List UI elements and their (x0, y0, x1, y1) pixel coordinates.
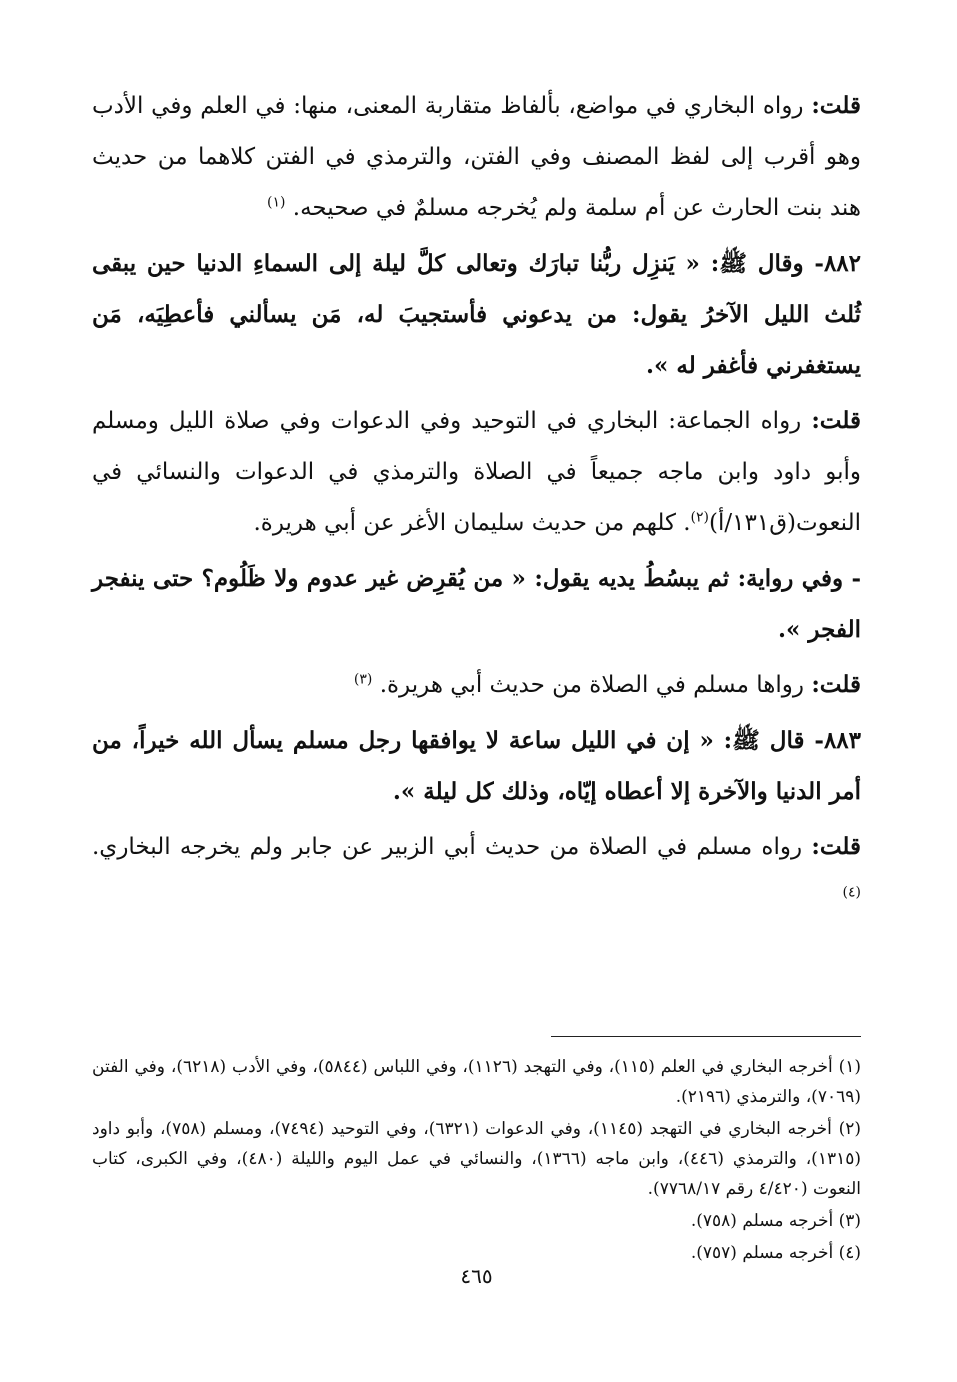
footnote-reference: (٤) (842, 884, 861, 901)
commentary-lead: قلت: (811, 671, 861, 698)
hadith-882-variant: - وفي رواية: ثم يبسُطُ يديه يقول: « من يُقرِض غير عدوم ولا ظَلُوم؟ حتى ينفجر الفجر ». (92, 565, 861, 643)
footnote-2: (٢) أخرجه البخاري في التهجد (١١٤٥)، وفي الدعوات (٦٣٢١)، وفي التوحيد (٧٤٩٤)، ومسلم (٧٥٨)، وأبو داود (١٣١٥)، والترمذي (٤٤٦)، وابن ماجه (١٣٦٦)، والنسائي في عمل اليوم والليلة (٤٨٠)، وفي الكبرى، كتاب النعوت (٤/٤٢٠ رقم ٧٧٦٨/١٧). (92, 1119, 861, 1199)
commentary-text-continued: . كلهم من حديث سليمان الأغر عن أبي هريرة. (253, 510, 691, 536)
commentary-paragraph-2 (92, 395, 861, 549)
commentary-paragraph-4 (92, 821, 861, 924)
footnote-1: (١) أخرجه البخاري في العلم (١١٥)، وفي التهجد (١١٢٦)، وفي اللباس (٥٨٤٤)، وفي الأدب (٦٢١٨)، وفي الفتن (٧٠٦٩)، والترمذي (٢١٩٦). (92, 1057, 862, 1107)
book-page (92, 80, 861, 1382)
footnotes-section (92, 1052, 861, 1270)
commentary-lead: قلت: (811, 833, 862, 860)
commentary-text: رواها مسلم في الصلاة من حديث أبي هريرة. (379, 672, 804, 698)
footnote-reference: (٢) (690, 509, 710, 526)
commentary-lead: قلت: (811, 407, 861, 434)
commentary-text: رواه الجماعة: البخاري في التوحيد وفي الدعوات وفي صلاة الليل ومسلم وأبو داود وابن ماجه جميعاً في الصلاة والترمذي في الدعوات والنسائي في النعوت(ق١٣١/أ) (92, 408, 861, 536)
commentary-paragraph-1 (92, 80, 861, 234)
commentary-lead: قلت: (811, 92, 861, 119)
footnote-3: (٣) أخرجه مسلم (٧٥٨). (690, 1211, 861, 1231)
footnote-reference: (١) (267, 194, 286, 211)
commentary-text: رواه مسلم في الصلاة من حديث أبي الزبير عن جابر ولم يخرجه البخاري. (92, 834, 803, 860)
footnote-4: (٤) أخرجه مسلم (٧٥٧). (690, 1243, 861, 1263)
hadith-882: ٨٨٢- وقال ﷺ: « يَنزِل ربُّنا تبارَك وتعالى كلَّ ليلة إلى السماءِ الدنيا حين يبقى ثُلث الليل الآخرُ يقول: من يدعوني فأستجيبَ له، مَن يسألني فأعطِيَه، مَن يستغفرني فأغفر له ». (92, 250, 861, 379)
hadith-883: ٨٨٣- قال ﷺ: « إن في الليل ساعة لا يوافقها رجل مسلم يسأل الله خيراً، من أمر الدنيا والآخرة إلا أعطاه إيّاه، وذلك كل ليلة ». (92, 727, 861, 805)
commentary-paragraph-3 (92, 659, 861, 711)
footnote-reference: (٣) (353, 671, 373, 688)
commentary-text: رواه البخاري في مواضع، بألفاظ متقاربة المعنى، منها: في العلم وفي الأدب وهو أقرب إلى لفظ المصنف وفي الفتن، والترمذي في الفتن كلاهما من حديث هند بنت الحارث عن أم سلمة ولم يُخرجه مسلمٌ في صحيحه. (92, 93, 861, 221)
footnote-separator (551, 1036, 861, 1037)
page-number: ٤٦٥ (460, 1264, 493, 1288)
